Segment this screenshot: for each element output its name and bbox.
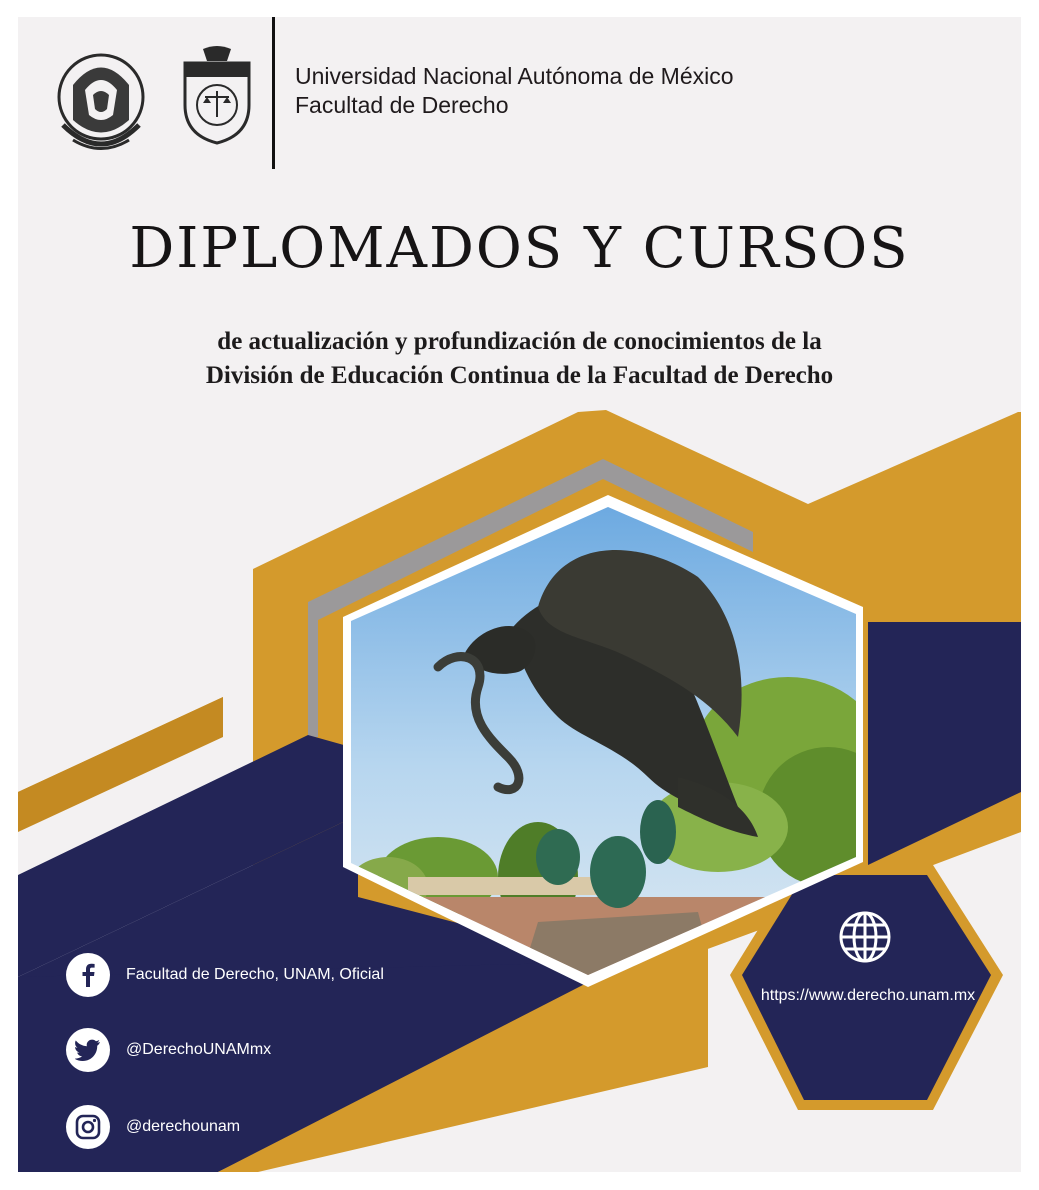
instagram-label: @derechounam bbox=[126, 1118, 241, 1135]
facebook-label: Facultad de Derecho, UNAM, Oficial bbox=[126, 966, 384, 983]
poster-card bbox=[18, 17, 1021, 1172]
subtitle bbox=[18, 325, 1021, 393]
institution-name bbox=[295, 62, 734, 120]
institution-line-2: Facultad de Derecho bbox=[295, 92, 509, 118]
instagram-icon bbox=[66, 1105, 110, 1149]
unam-coat-of-arms-icon bbox=[53, 45, 149, 163]
faculty-of-law-shield-icon bbox=[181, 45, 253, 145]
institution-line-1: Universidad Nacional Autónoma de México bbox=[295, 63, 734, 89]
social-instagram[interactable] bbox=[66, 1104, 240, 1150]
website-link[interactable]: https://www.derecho.unam.mx bbox=[760, 987, 976, 1004]
subtitle-line-2: División de Educación Continua de la Facultad de Derecho bbox=[205, 362, 834, 389]
page-title: DIPLOMADOS Y CURSOS bbox=[129, 216, 910, 281]
twitter-label: @DerechoUNAMmx bbox=[126, 1041, 272, 1058]
header-divider bbox=[272, 17, 275, 169]
twitter-icon bbox=[66, 1028, 110, 1072]
globe-icon bbox=[838, 910, 892, 964]
social-facebook[interactable] bbox=[66, 952, 384, 998]
facebook-icon bbox=[66, 953, 110, 997]
subtitle-line-1: de actualización y profundización de conocimientos de la bbox=[217, 328, 822, 355]
social-twitter[interactable] bbox=[66, 1027, 271, 1073]
